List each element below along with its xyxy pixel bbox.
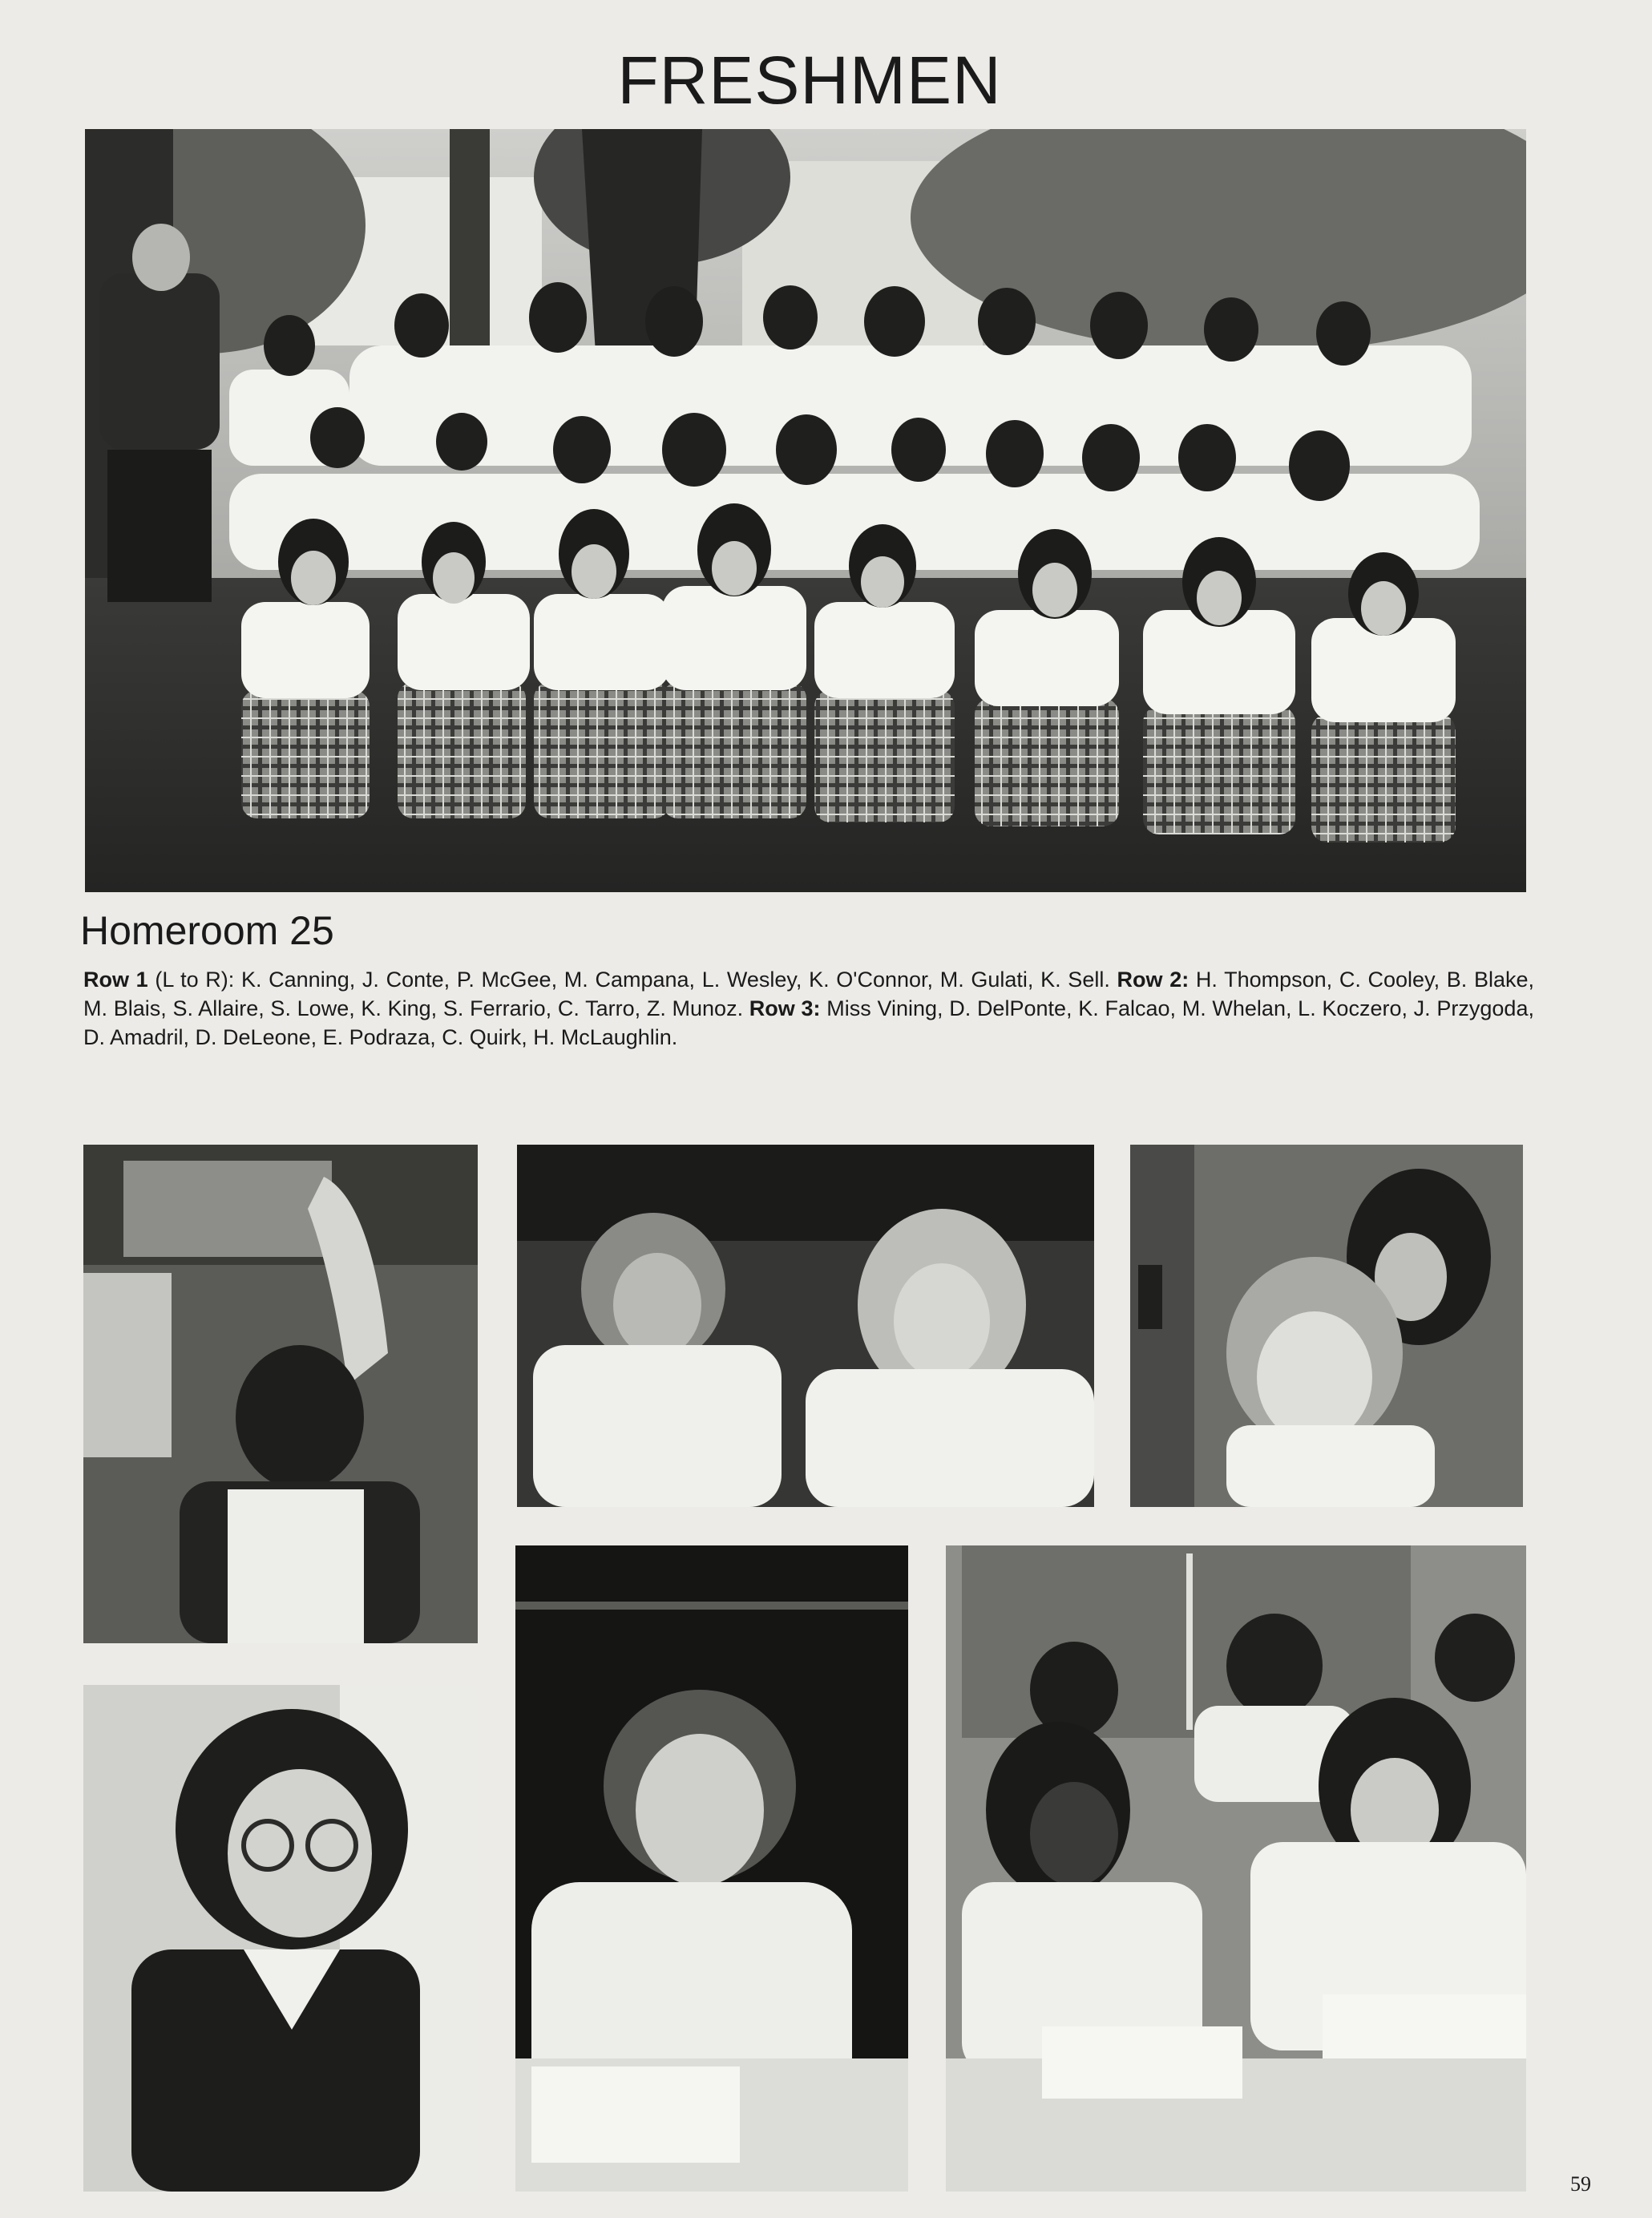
page-number: 59 bbox=[1570, 2172, 1591, 2196]
homeroom-heading: Homeroom 25 bbox=[80, 908, 334, 953]
page-title: FRESHMEN bbox=[617, 42, 1002, 118]
candid-photo-laughing-student bbox=[1130, 1145, 1523, 1507]
group-photo-caption bbox=[83, 965, 1534, 1052]
candid-photo-student-chin-on-hand bbox=[515, 1545, 908, 2192]
candid-photo-student-with-glasses bbox=[83, 1685, 478, 2192]
row-2-label: Row 2: bbox=[1117, 968, 1190, 992]
candid-photo-classroom-group bbox=[946, 1545, 1526, 2192]
row-3-names: Miss Vining, D. DelPonte, K. Falcao, M. Whelan, L. Koczero, J. Przygoda, D. Amadril, D. DeLeone, E. Podraza, C. Quirk, H. McLaughlin. bbox=[83, 996, 1534, 1049]
candid-photo-two-students-at-desk bbox=[517, 1145, 1094, 1507]
row-1-names: (L to R): K. Canning, J. Conte, P. McGee, M. Campana, L. Wesley, K. O'Connor, M. Gulati, K. Sell. bbox=[147, 968, 1117, 992]
candid-photo-student-raising-hand bbox=[83, 1145, 478, 1643]
group-photo bbox=[85, 129, 1526, 892]
row-1-label: Row 1 bbox=[83, 968, 148, 992]
row-2-names: H. Thompson, C. Cooley, B. Blake, M. Blais, S. Allaire, S. Lowe, K. King, S. Ferrario, C. Tarro, Z. Munoz. bbox=[83, 968, 1534, 1020]
row-3-label: Row 3: bbox=[749, 996, 821, 1020]
